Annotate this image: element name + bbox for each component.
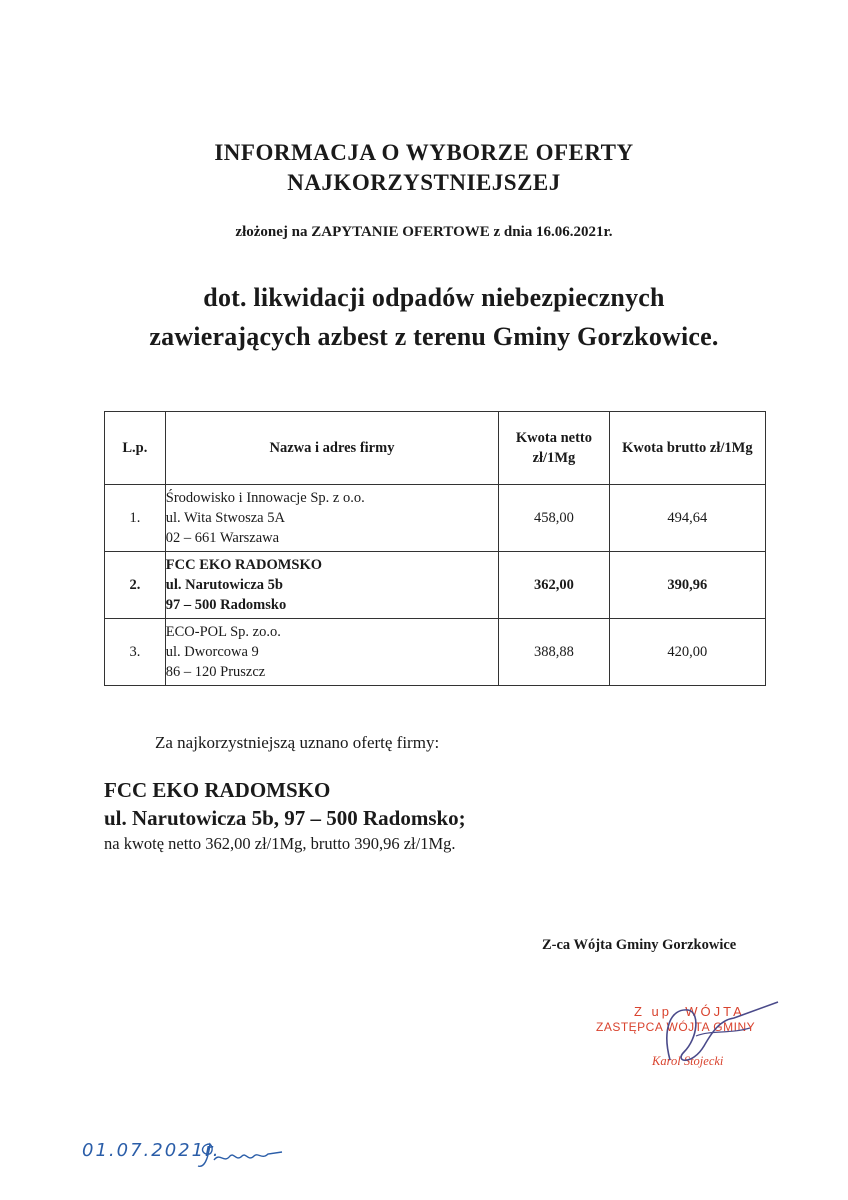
- table-row: [105, 485, 766, 552]
- company-street: ul. Narutowicza 5b: [165, 577, 283, 593]
- winner-amount: na kwotę netto 362,00 zł/1Mg, brutto 390,96 zł/1Mg.: [104, 834, 456, 853]
- company-city: 02 – 661 Warszawa: [165, 530, 280, 546]
- document-subject-line2: zawierających azbest z terenu Gminy Gorzkowice.: [149, 322, 719, 351]
- handwritten-initials: [196, 1138, 286, 1174]
- company-name: Środowisko i Innowacje Sp. z o.o.: [165, 490, 365, 506]
- header-net: [499, 412, 610, 485]
- company-name: ECO-POL Sp. zo.o.: [165, 624, 281, 640]
- document-subtitle: złożonej na ZAPYTANIE OFERTOWE z dnia 16.06.2021r.: [235, 224, 613, 240]
- document-subject-line1: dot. likwidacji odpadów niebezpiecznych: [203, 283, 665, 312]
- row-lp: 3.: [105, 619, 166, 686]
- signer-title: Z-ca Wójta Gminy Gorzkowice: [542, 937, 737, 953]
- company-name: FCC EKO RADOMSKO: [165, 557, 323, 573]
- result-intro: Za najkorzystniejszą uznano ofertę firmy:: [155, 733, 440, 752]
- table-header-row: [105, 412, 766, 485]
- row-gross-amount: 390,96: [609, 552, 765, 619]
- company-street: ul. Dworcowa 9: [165, 644, 259, 660]
- row-gross-amount: 494,64: [609, 485, 765, 552]
- row-company: [165, 485, 498, 552]
- header-net-line2: zł/1Mg: [532, 450, 576, 466]
- document-title-line1: INFORMACJA O WYBORZE OFERTY: [214, 140, 634, 165]
- row-net-amount: 458,00: [499, 485, 610, 552]
- table-row: [105, 552, 766, 619]
- header-net-line1: Kwota netto: [515, 430, 592, 446]
- handwritten-date: 01.07.2021r.: [82, 1140, 221, 1161]
- row-net-amount: 362,00: [499, 552, 610, 619]
- row-lp: 1.: [105, 485, 166, 552]
- offers-table: [104, 411, 766, 686]
- winner-address: ul. Narutowicza 5b, 97 – 500 Radomsko;: [104, 806, 466, 830]
- row-company: [165, 619, 498, 686]
- row-net-amount: 388,88: [499, 619, 610, 686]
- row-gross-amount: 420,00: [609, 619, 765, 686]
- header-lp: L.p.: [105, 412, 166, 485]
- handwritten-signature: [600, 990, 790, 1090]
- row-company: [165, 552, 498, 619]
- header-gross: Kwota brutto zł/1Mg: [609, 412, 765, 485]
- company-city: 97 – 500 Radomsko: [165, 597, 287, 613]
- row-lp: 2.: [105, 552, 166, 619]
- header-company: Nazwa i adres firmy: [165, 412, 498, 485]
- stamp-line1: Z up. WÓJTA: [634, 1004, 745, 1019]
- company-city: 86 – 120 Pruszcz: [165, 664, 266, 680]
- company-street: ul. Wita Stwosza 5A: [165, 510, 285, 526]
- table-row: [105, 619, 766, 686]
- document-title-line2: NAJKORZYSTNIEJSZEJ: [287, 170, 561, 195]
- winner-company: FCC EKO RADOMSKO: [104, 778, 331, 802]
- stamp-line3: Karol Stojecki: [652, 1054, 724, 1068]
- stamp-line2: ZASTĘPCA WÓJTA GMINY: [596, 1020, 756, 1034]
